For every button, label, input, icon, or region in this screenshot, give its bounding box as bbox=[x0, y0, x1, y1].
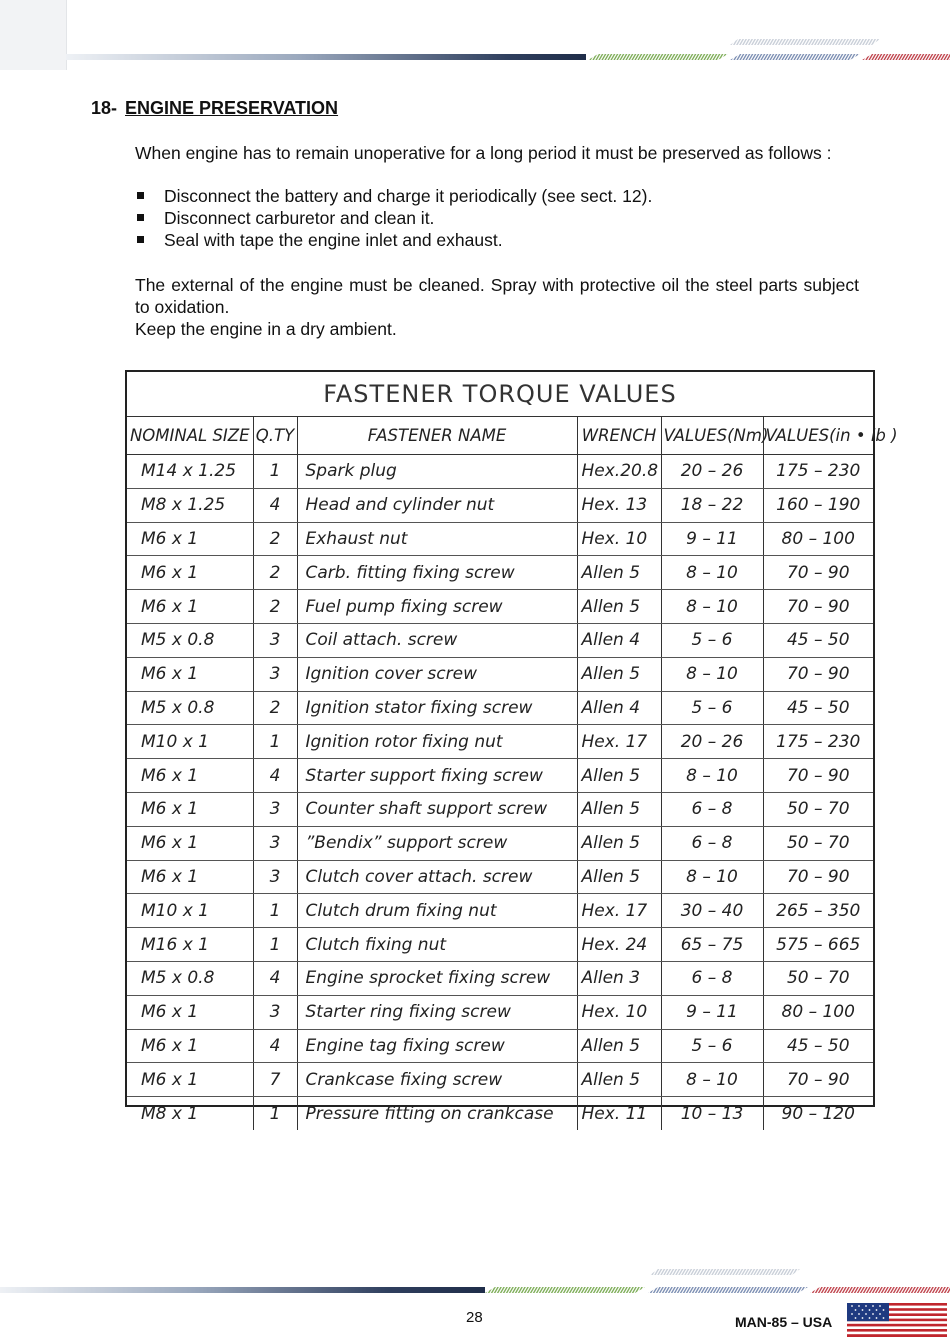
cell-fastener-name: Crankcase fixing screw bbox=[297, 1063, 577, 1097]
cell-values-inlb: 45 – 50 bbox=[763, 691, 873, 725]
cell-nominal-size: M10 x 1 bbox=[127, 725, 253, 759]
cell-nominal-size: M5 x 0.8 bbox=[127, 961, 253, 995]
cell-values-inlb: 575 – 665 bbox=[763, 928, 873, 962]
cell-values-nm: 18 – 22 bbox=[661, 488, 763, 522]
cell-fastener-name: Starter ring fixing screw bbox=[297, 995, 577, 1029]
header-fastener-name: FASTENER NAME bbox=[297, 417, 577, 455]
cell-wrench: Allen 5 bbox=[577, 1063, 661, 1097]
cell-fastener-name: Pressure fitting on crankcase bbox=[297, 1097, 577, 1130]
cell-fastener-name: Head and cylinder nut bbox=[297, 488, 577, 522]
header-values-inlb: VALUES(in • lb ) bbox=[763, 417, 873, 455]
cell-values-nm: 65 – 75 bbox=[661, 928, 763, 962]
cell-nominal-size: M5 x 0.8 bbox=[127, 623, 253, 657]
table-header-row bbox=[127, 417, 873, 455]
cell-values-nm: 6 – 8 bbox=[661, 961, 763, 995]
cell-nominal-size: M6 x 1 bbox=[127, 995, 253, 1029]
cell-values-inlb: 50 – 70 bbox=[763, 792, 873, 826]
footer-stripes bbox=[0, 1265, 950, 1295]
cell-fastener-name: Ignition rotor fixing nut bbox=[297, 725, 577, 759]
cell-values-inlb: 175 – 230 bbox=[763, 725, 873, 759]
cell-values-inlb: 175 – 230 bbox=[763, 455, 873, 489]
cell-values-nm: 8 – 10 bbox=[661, 759, 763, 793]
section-heading bbox=[91, 98, 338, 119]
cleaning-paragraph: The external of the engine must be cleaned. Spray with protective oil the steel parts subject to oxidation. bbox=[135, 275, 859, 317]
table-row bbox=[127, 860, 873, 894]
cell-values-nm: 5 – 6 bbox=[661, 691, 763, 725]
table-row bbox=[127, 759, 873, 793]
section-number: 18- bbox=[91, 98, 118, 118]
table-row bbox=[127, 928, 873, 962]
cell-wrench: Allen 4 bbox=[577, 691, 661, 725]
cell-wrench: Hex. 10 bbox=[577, 522, 661, 556]
cell-values-inlb: 70 – 90 bbox=[763, 590, 873, 624]
cell-nominal-size: M14 x 1.25 bbox=[127, 455, 253, 489]
table-row bbox=[127, 1063, 873, 1097]
header-nominal-size: NOMINAL SIZE bbox=[127, 417, 253, 455]
cell-fastener-name: Ignition stator fixing screw bbox=[297, 691, 577, 725]
cell-wrench: Allen 5 bbox=[577, 826, 661, 860]
cell-values-inlb: 50 – 70 bbox=[763, 961, 873, 995]
torque-table-title: FASTENER TORQUE VALUES bbox=[127, 372, 873, 417]
table-row bbox=[127, 792, 873, 826]
cell-values-nm: 6 – 8 bbox=[661, 792, 763, 826]
cell-wrench: Allen 5 bbox=[577, 792, 661, 826]
storage-paragraph: Keep the engine in a dry ambient. bbox=[135, 319, 397, 339]
cell-values-inlb: 50 – 70 bbox=[763, 826, 873, 860]
cell-values-nm: 10 – 13 bbox=[661, 1097, 763, 1130]
cell-values-nm: 8 – 10 bbox=[661, 1063, 763, 1097]
cell-quantity: 4 bbox=[253, 961, 297, 995]
cell-quantity: 3 bbox=[253, 995, 297, 1029]
intro-paragraph: When engine has to remain unoperative for a long period it must be preserved as follows : bbox=[135, 143, 832, 163]
cell-quantity: 2 bbox=[253, 522, 297, 556]
bullet-icon bbox=[137, 236, 144, 243]
cell-fastener-name: Clutch drum fixing nut bbox=[297, 894, 577, 928]
table-row bbox=[127, 826, 873, 860]
cell-quantity: 3 bbox=[253, 792, 297, 826]
cell-nominal-size: M16 x 1 bbox=[127, 928, 253, 962]
cell-nominal-size: M8 x 1 bbox=[127, 1097, 253, 1130]
cell-wrench: Allen 5 bbox=[577, 860, 661, 894]
cell-fastener-name: Clutch cover attach. screw bbox=[297, 860, 577, 894]
cell-fastener-name: Starter support fixing screw bbox=[297, 759, 577, 793]
table-row bbox=[127, 623, 873, 657]
cell-wrench: Allen 5 bbox=[577, 657, 661, 691]
cell-fastener-name: Engine sprocket fixing screw bbox=[297, 961, 577, 995]
cell-wrench: Hex. 24 bbox=[577, 928, 661, 962]
cell-nominal-size: M6 x 1 bbox=[127, 657, 253, 691]
list-item: Disconnect carburetor and clean it. bbox=[135, 207, 859, 229]
bullet-icon bbox=[137, 192, 144, 199]
cell-values-nm: 5 – 6 bbox=[661, 1029, 763, 1063]
header-values-nm: VALUES(Nm) bbox=[661, 417, 763, 455]
cell-fastener-name: Counter shaft support screw bbox=[297, 792, 577, 826]
cell-nominal-size: M6 x 1 bbox=[127, 590, 253, 624]
page-number: 28 bbox=[466, 1309, 483, 1326]
cell-nominal-size: M6 x 1 bbox=[127, 826, 253, 860]
table-row bbox=[127, 657, 873, 691]
cell-values-nm: 8 – 10 bbox=[661, 860, 763, 894]
cell-fastener-name: ”Bendix” support screw bbox=[297, 826, 577, 860]
cell-wrench: Hex. 17 bbox=[577, 725, 661, 759]
cell-quantity: 1 bbox=[253, 928, 297, 962]
cell-values-inlb: 265 – 350 bbox=[763, 894, 873, 928]
cell-quantity: 2 bbox=[253, 556, 297, 590]
cell-values-nm: 6 – 8 bbox=[661, 826, 763, 860]
table-row bbox=[127, 455, 873, 489]
cell-quantity: 1 bbox=[253, 455, 297, 489]
cell-values-inlb: 80 – 100 bbox=[763, 995, 873, 1029]
cell-values-nm: 30 – 40 bbox=[661, 894, 763, 928]
cell-nominal-size: M6 x 1 bbox=[127, 860, 253, 894]
cell-wrench: Hex. 10 bbox=[577, 995, 661, 1029]
cell-quantity: 3 bbox=[253, 657, 297, 691]
cell-wrench: Allen 5 bbox=[577, 1029, 661, 1063]
cell-wrench: Allen 3 bbox=[577, 961, 661, 995]
cell-quantity: 7 bbox=[253, 1063, 297, 1097]
cell-quantity: 1 bbox=[253, 725, 297, 759]
cell-values-inlb: 70 – 90 bbox=[763, 1063, 873, 1097]
cell-wrench: Hex.20.8 bbox=[577, 455, 661, 489]
cell-values-nm: 20 – 26 bbox=[661, 725, 763, 759]
us-flag-icon bbox=[847, 1303, 947, 1337]
section-title: ENGINE PRESERVATION bbox=[125, 98, 339, 118]
header-wrench: WRENCH bbox=[577, 417, 661, 455]
cell-values-inlb: 160 – 190 bbox=[763, 488, 873, 522]
cell-nominal-size: M6 x 1 bbox=[127, 1063, 253, 1097]
header-stripes bbox=[0, 0, 950, 75]
cell-wrench: Allen 4 bbox=[577, 623, 661, 657]
cell-wrench: Allen 5 bbox=[577, 590, 661, 624]
cell-wrench: Allen 5 bbox=[577, 759, 661, 793]
cell-values-inlb: 70 – 90 bbox=[763, 759, 873, 793]
cell-quantity: 2 bbox=[253, 691, 297, 725]
cell-values-inlb: 90 – 120 bbox=[781, 1103, 855, 1124]
table-row bbox=[127, 522, 873, 556]
cell-fastener-name: Fuel pump fixing screw bbox=[297, 590, 577, 624]
bullet-list bbox=[135, 185, 859, 251]
cell-quantity: 3 bbox=[253, 826, 297, 860]
cell-quantity: 4 bbox=[253, 1029, 297, 1063]
table-row bbox=[127, 894, 873, 928]
table-row bbox=[127, 725, 873, 759]
cell-fastener-name: Carb. fitting fixing screw bbox=[297, 556, 577, 590]
cell-quantity: 4 bbox=[253, 488, 297, 522]
table-row bbox=[127, 590, 873, 624]
cell-values-inlb: 70 – 90 bbox=[763, 860, 873, 894]
cell-wrench: Allen 5 bbox=[577, 556, 661, 590]
cell-fastener-name: Spark plug bbox=[297, 455, 577, 489]
table-row bbox=[127, 1029, 873, 1063]
table-row bbox=[127, 691, 873, 725]
cell-wrench: Hex. 17 bbox=[577, 894, 661, 928]
list-item: Seal with tape the engine inlet and exhaust. bbox=[135, 229, 859, 251]
cell-quantity: 2 bbox=[253, 590, 297, 624]
list-item: Disconnect the battery and charge it periodically (see sect. 12). bbox=[135, 185, 859, 207]
cell-nominal-size: M6 x 1 bbox=[127, 556, 253, 590]
table-row bbox=[127, 1097, 873, 1130]
cell-fastener-name: Ignition cover screw bbox=[297, 657, 577, 691]
document-id: MAN-85 – USA bbox=[735, 1314, 833, 1330]
cell-values-nm: 5 – 6 bbox=[661, 623, 763, 657]
header-quantity: Q.TY bbox=[253, 417, 297, 455]
cell-nominal-size: M6 x 1 bbox=[127, 1029, 253, 1063]
cell-quantity: 4 bbox=[253, 759, 297, 793]
table-row bbox=[127, 556, 873, 590]
cell-wrench: Hex. 13 bbox=[577, 488, 661, 522]
cell-fastener-name: Engine tag fixing screw bbox=[297, 1029, 577, 1063]
cell-values-nm: 20 – 26 bbox=[661, 455, 763, 489]
cell-fastener-name: Coil attach. screw bbox=[297, 623, 577, 657]
cell-wrench: Hex. 11 bbox=[577, 1097, 661, 1130]
table-row bbox=[127, 488, 873, 522]
cell-nominal-size: M8 x 1.25 bbox=[127, 488, 253, 522]
cell-nominal-size: M10 x 1 bbox=[127, 894, 253, 928]
cell-quantity: 1 bbox=[253, 1097, 297, 1130]
cell-values-nm: 8 – 10 bbox=[661, 556, 763, 590]
cell-fastener-name: Clutch fixing nut bbox=[297, 928, 577, 962]
cell-nominal-size: M5 x 0.8 bbox=[127, 691, 253, 725]
bullet-icon bbox=[137, 214, 144, 221]
cell-nominal-size: M6 x 1 bbox=[127, 522, 253, 556]
cell-quantity: 3 bbox=[253, 623, 297, 657]
cell-values-inlb: 80 – 100 bbox=[763, 522, 873, 556]
torque-values-grid bbox=[127, 417, 898, 1130]
cell-values-nm: 8 – 10 bbox=[661, 657, 763, 691]
torque-table bbox=[125, 370, 898, 1124]
cell-quantity: 1 bbox=[253, 894, 297, 928]
cell-values-nm: 9 – 11 bbox=[661, 995, 763, 1029]
cell-values-inlb: 45 – 50 bbox=[763, 1029, 873, 1063]
table-row bbox=[127, 995, 873, 1029]
cell-values-nm: 8 – 10 bbox=[661, 590, 763, 624]
table-row bbox=[127, 961, 873, 995]
cell-fastener-name: Exhaust nut bbox=[297, 522, 577, 556]
cell-values-inlb: 45 – 50 bbox=[763, 623, 873, 657]
cell-quantity: 3 bbox=[253, 860, 297, 894]
cell-values-inlb: 70 – 90 bbox=[763, 556, 873, 590]
cell-values-nm: 9 – 11 bbox=[661, 522, 763, 556]
cell-nominal-size: M6 x 1 bbox=[127, 792, 253, 826]
cell-nominal-size: M6 x 1 bbox=[127, 759, 253, 793]
page-header bbox=[0, 0, 950, 75]
cell-values-inlb: 70 – 90 bbox=[763, 657, 873, 691]
